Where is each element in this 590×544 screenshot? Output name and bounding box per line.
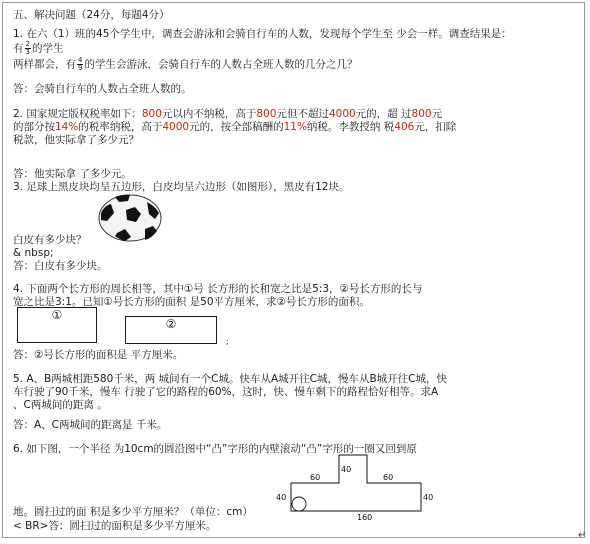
q4-semicolon: ;: [226, 337, 229, 346]
q2-l2-e: 元，扣除: [414, 121, 457, 133]
q3-nbsp: & nbsp;: [13, 247, 54, 259]
q1-line3-prefix: 两样都会，有: [13, 58, 76, 71]
q5-answer: 答：A、C两城间的距离是 千米。: [13, 419, 168, 431]
q2-l1-red2: 800: [256, 108, 277, 120]
soccer-ball-image: [97, 193, 163, 243]
dim-right-step: 60: [383, 473, 394, 482]
dim-left-step: 60: [310, 473, 321, 482]
q2-l1-red3: 4000: [328, 108, 356, 120]
rectangle-2-label: ②: [165, 317, 177, 331]
document-page: [2, 2, 585, 538]
q1-line2: [13, 41, 63, 56]
q2-l1-d: 元的，超 过: [355, 108, 412, 120]
q2-l1-red1: 800: [141, 108, 162, 120]
q2-line2: [13, 121, 456, 134]
section-title: 五、解决问题（24分，每题4分）: [13, 9, 170, 21]
q1-line3: [13, 57, 357, 72]
dim-left-side: 40: [276, 493, 287, 502]
q4-line1: 4. 下面两个长方形的周长相等，其中①号 长方形的长和宽之比是5:3，②号长方形的长与: [13, 283, 423, 295]
q6-answer: < BR>答：圆扫过的面积是多少平方厘米。: [13, 520, 217, 532]
q6-line2: 地。圆扫过的面 积是多少平方厘米？（单位：cm）: [13, 506, 253, 518]
q2-l2-red1: 14%: [55, 121, 79, 133]
fraction-two-thirds: [25, 41, 31, 56]
q5-line2: 车行驶了90千米，慢车 行驶了它的路程的60%，这时，快、慢车剩下的路程恰好相等。求A: [13, 386, 439, 398]
paragraph-mark-icon: ↵: [578, 530, 587, 541]
q1-answer: 答：会骑自行车的人数占全班人数的。: [13, 83, 192, 95]
q5-line1: 5. A、B两城相距580千米，两 城间有一个C城。快车从A城开往C城，慢车从B城开往C城，快: [13, 373, 448, 385]
q2-l2-red4: 406: [394, 121, 415, 133]
q2-l2-red3: 11%: [283, 121, 307, 133]
frac1-den: 3: [25, 48, 30, 56]
q3-answer: 答：白皮有多少块。: [13, 260, 108, 272]
q2-l2-b: 的税率纳税，高于: [78, 121, 163, 133]
q4-line2: 宽之比是3:1。已知①号长方形的面积 是50平方厘米，求②号长方形的面积。: [13, 296, 370, 308]
q1-line1: 1. 在六（1）班的45个学生中，调查会游泳和会骑自行车的人数，发现每个学生至 少会一样。调查结果是：: [13, 28, 512, 40]
rectangle-1: [17, 307, 97, 343]
q1-line2-suffix: 的学生: [31, 42, 64, 55]
q1-line3-suffix: 的学生会游泳，会骑自行车的人数占全班人数的几分之几？: [84, 58, 358, 71]
convex-shape-diagram: [273, 445, 453, 525]
frac2-den: 9: [78, 64, 83, 72]
fraction-four-ninths: [77, 57, 83, 72]
q2-line1: [13, 108, 442, 121]
q4-answer: 答：②号长方形的面积是 平方厘米。: [13, 349, 184, 361]
q2-l1-red4: 800: [411, 108, 432, 120]
dim-top: 40: [341, 465, 352, 474]
rectangle-2: [125, 316, 217, 344]
q5-line3: 、C两城间的距离 。: [13, 399, 108, 411]
q2-l2-a: 的部分按: [13, 121, 55, 133]
q3-line1: 3. 足球上黑皮块均呈五边形，白皮均呈六边形（如图形），黑皮有12块。: [13, 181, 350, 193]
q2-l1-e: 元: [431, 108, 443, 120]
q2-line3: 税款，他实际拿了多少元？: [13, 134, 139, 146]
q6-line1: 6. 如下图，一个半径 为10cm的圆沿图中“凸”字形的内壁滚动“凸”字形的一圈又回到原: [13, 443, 417, 455]
q2-l1-b: 元以内不纳税，高于: [161, 108, 257, 120]
frac2-num: 4: [78, 56, 83, 64]
q2-l1-a: 2. 国家规定版权税率如下：: [13, 108, 142, 120]
q3-question: 白皮有多少块？: [13, 234, 87, 246]
q2-l1-c: 元但不超过: [276, 108, 329, 120]
q2-l2-c: 元的，按全部稿酬的: [189, 121, 284, 133]
q1-line2-prefix: 有: [13, 42, 24, 55]
rectangle-1-label: ①: [51, 308, 63, 322]
dim-bottom: 160: [357, 513, 373, 522]
q2-answer: 答：他实际拿 了多少元。: [13, 168, 132, 180]
dim-right-side: 40: [423, 493, 434, 502]
frac1-num: 2: [25, 40, 30, 48]
q2-l2-d: 纳税。李教授纳 税: [306, 121, 395, 133]
q2-l2-red2: 4000: [162, 121, 190, 133]
